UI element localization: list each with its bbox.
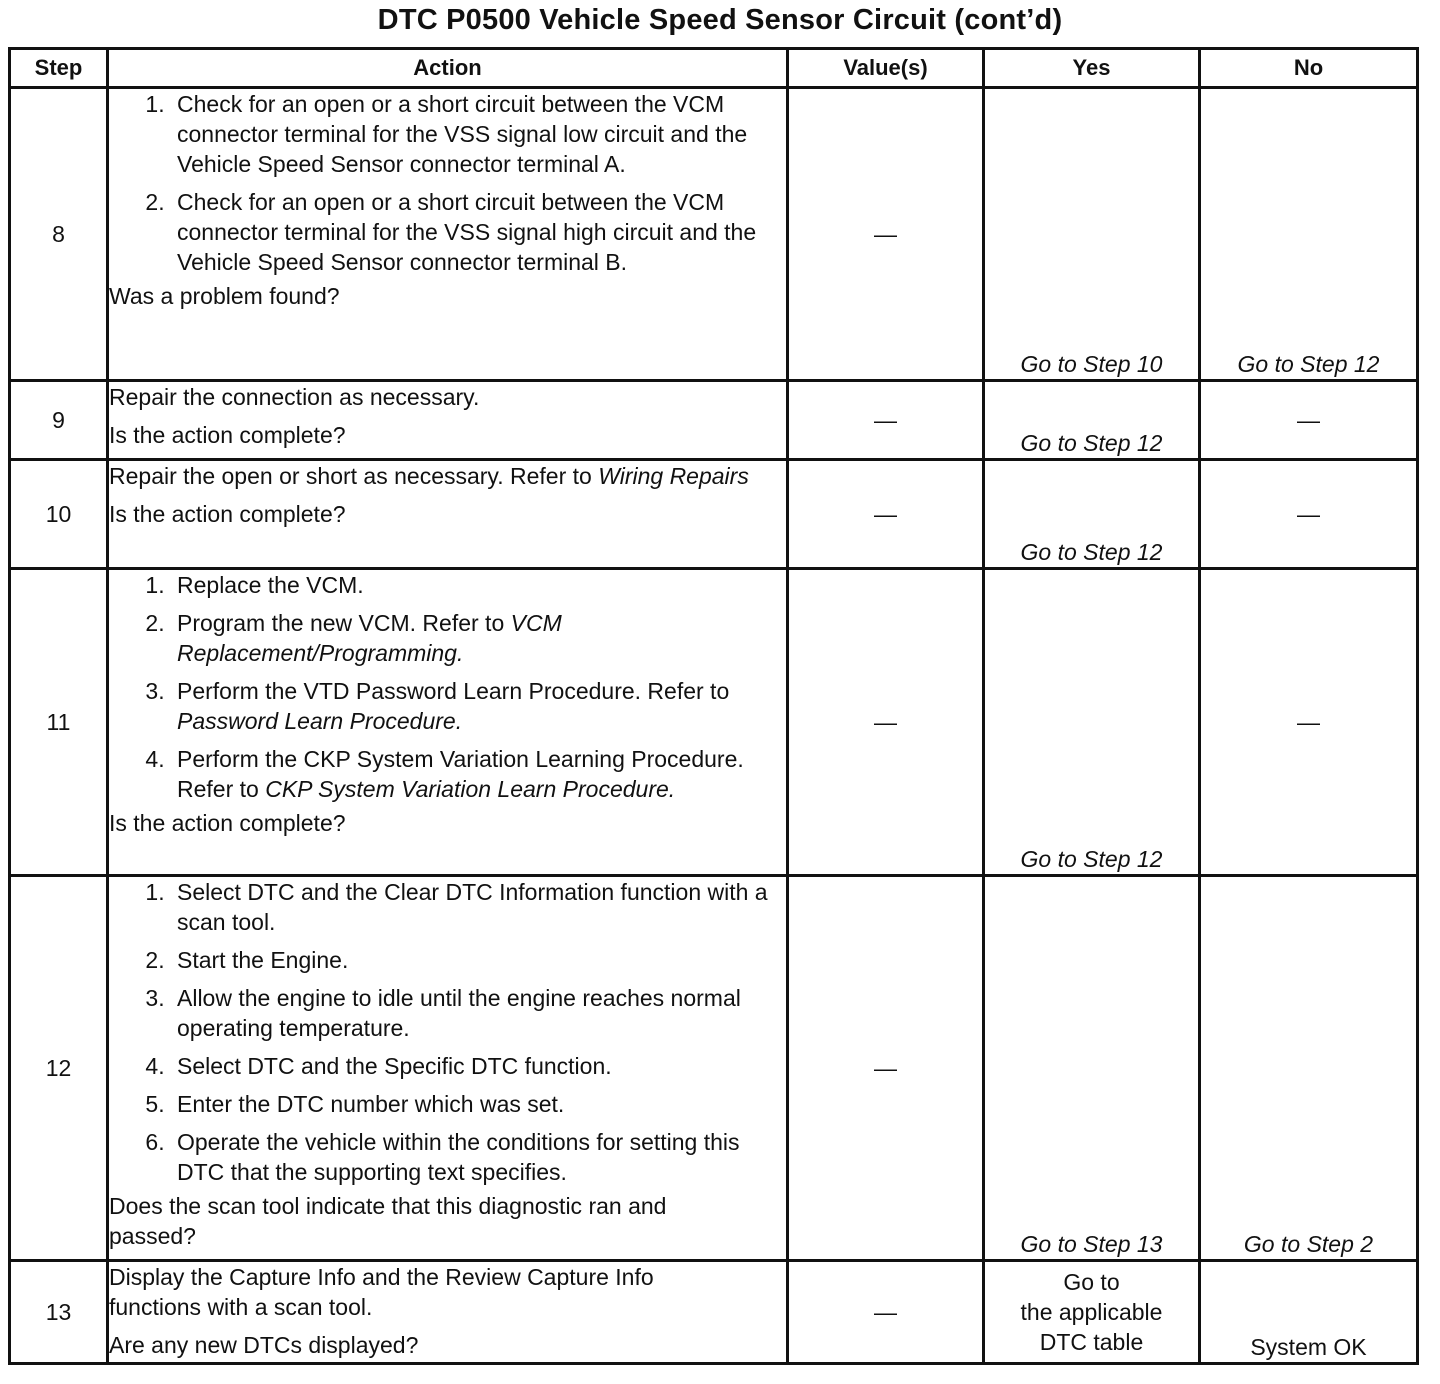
password-learn-reference: Password Learn Procedure.: [177, 708, 463, 734]
table-header-row: [10, 49, 1418, 88]
action-question: Is the action complete?: [109, 501, 346, 527]
table-row: [10, 460, 1418, 569]
no-cell: —: [1200, 381, 1418, 460]
yes-cell: [984, 1261, 1200, 1364]
no-cell: System OK: [1200, 1261, 1418, 1364]
yes-cell: Go to Step 10: [984, 88, 1200, 381]
page-title: DTC P0500 Vehicle Speed Sensor Circuit (cont’d): [377, 4, 1063, 36]
action-cell: [108, 569, 788, 876]
action-text-plain: Repair the open or short as necessary. Refer to: [109, 463, 599, 489]
table-row: [10, 1261, 1418, 1364]
action-item: 1. Check for an open or a short circuit between the VCM connector terminal for the VSS signal low circuit and the Vehicle Speed Sensor connector terminal A.: [171, 89, 786, 179]
action-cell: [108, 1261, 788, 1364]
yes-line: DTC table: [1039, 1329, 1144, 1355]
action-item-text: Replace the VCM.: [177, 572, 364, 598]
header-values: Value(s): [788, 49, 984, 88]
action-item: 3. Allow the engine to idle until the engine reaches normal operating temperature.: [171, 983, 786, 1043]
step-number: 13: [10, 1261, 108, 1364]
header-no: No: [1200, 49, 1418, 88]
action-cell: [108, 88, 788, 381]
action-question: Is the action complete?: [109, 422, 346, 448]
value-cell: —: [788, 460, 984, 569]
step-number: 9: [10, 381, 108, 460]
action-item-text: Perform the VTD Password Learn Procedure. Refer to: [177, 678, 730, 704]
action-item-text: Program the new VCM. Refer to: [177, 610, 511, 636]
yes-cell: Go to Step 12: [984, 381, 1200, 460]
action-item: [171, 608, 786, 668]
header-step: Step: [10, 49, 108, 88]
action-item: [171, 676, 786, 736]
action-item: 6. Operate the vehicle within the conditions for setting this DTC that the supporting text specifies.: [171, 1127, 786, 1187]
ckp-variation-reference: CKP System Variation Learn Procedure.: [265, 776, 676, 802]
action-cell: [108, 381, 788, 460]
value-cell: —: [788, 88, 984, 381]
action-question: Is the action complete?: [109, 810, 346, 836]
table-row: [10, 381, 1418, 460]
action-item: [171, 744, 786, 804]
action-text: Display the Capture Info and the Review Capture Info functions with a scan tool.: [109, 1264, 654, 1320]
no-cell: —: [1200, 460, 1418, 569]
action-item: [171, 570, 786, 600]
yes-line: Go to: [1063, 1269, 1120, 1295]
action-cell: [108, 460, 788, 569]
action-question: Are any new DTCs displayed?: [109, 1332, 419, 1358]
action-item: 2. Start the Engine.: [171, 945, 786, 975]
value-cell: —: [788, 569, 984, 876]
action-list: [109, 89, 786, 277]
action-question: Does the scan tool indicate that this diagnostic ran and passed?: [109, 1193, 667, 1249]
step-number: 8: [10, 88, 108, 381]
yes-cell: Go to Step 12: [984, 460, 1200, 569]
header-yes: Yes: [984, 49, 1200, 88]
header-action: Action: [108, 49, 788, 88]
table-row: [10, 876, 1418, 1261]
action-item: 5. Enter the DTC number which was set.: [171, 1089, 786, 1119]
vcm-programming-reference: VCM Replacement/Programming.: [177, 610, 562, 666]
no-cell: Go to Step 2: [1200, 876, 1418, 1261]
yes-cell: Go to Step 12: [984, 569, 1200, 876]
no-cell: —: [1200, 569, 1418, 876]
yes-line: the applicable: [1020, 1299, 1163, 1325]
wiring-repairs-reference: Wiring Repairs: [598, 463, 749, 489]
action-cell: [108, 876, 788, 1261]
table-row: [10, 88, 1418, 381]
value-cell: —: [788, 381, 984, 460]
step-number: 10: [10, 460, 108, 569]
action-list: [109, 570, 786, 804]
action-list: [109, 877, 786, 1187]
step-number: 12: [10, 876, 108, 1261]
value-cell: —: [788, 876, 984, 1261]
step-number: 11: [10, 569, 108, 876]
action-item-text: Perform the CKP System Variation Learning Procedure. Refer to: [177, 746, 744, 802]
no-cell: Go to Step 12: [1200, 88, 1418, 381]
action-question: Was a problem found?: [109, 283, 340, 309]
action-item: 2. Check for an open or a short circuit between the VCM connector terminal for the VSS signal high circuit and the Vehicle Speed Sensor connector terminal B.: [171, 187, 786, 277]
yes-cell: Go to Step 13: [984, 876, 1200, 1261]
action-item: 1. Select DTC and the Clear DTC Information function with a scan tool.: [171, 877, 786, 937]
action-item: 4. Select DTC and the Specific DTC function.: [171, 1051, 786, 1081]
action-text: [109, 461, 786, 491]
table-row: [10, 569, 1418, 876]
action-text: Repair the connection as necessary.: [109, 384, 480, 410]
diagnostic-table: [8, 47, 1419, 1365]
value-cell: —: [788, 1261, 984, 1364]
